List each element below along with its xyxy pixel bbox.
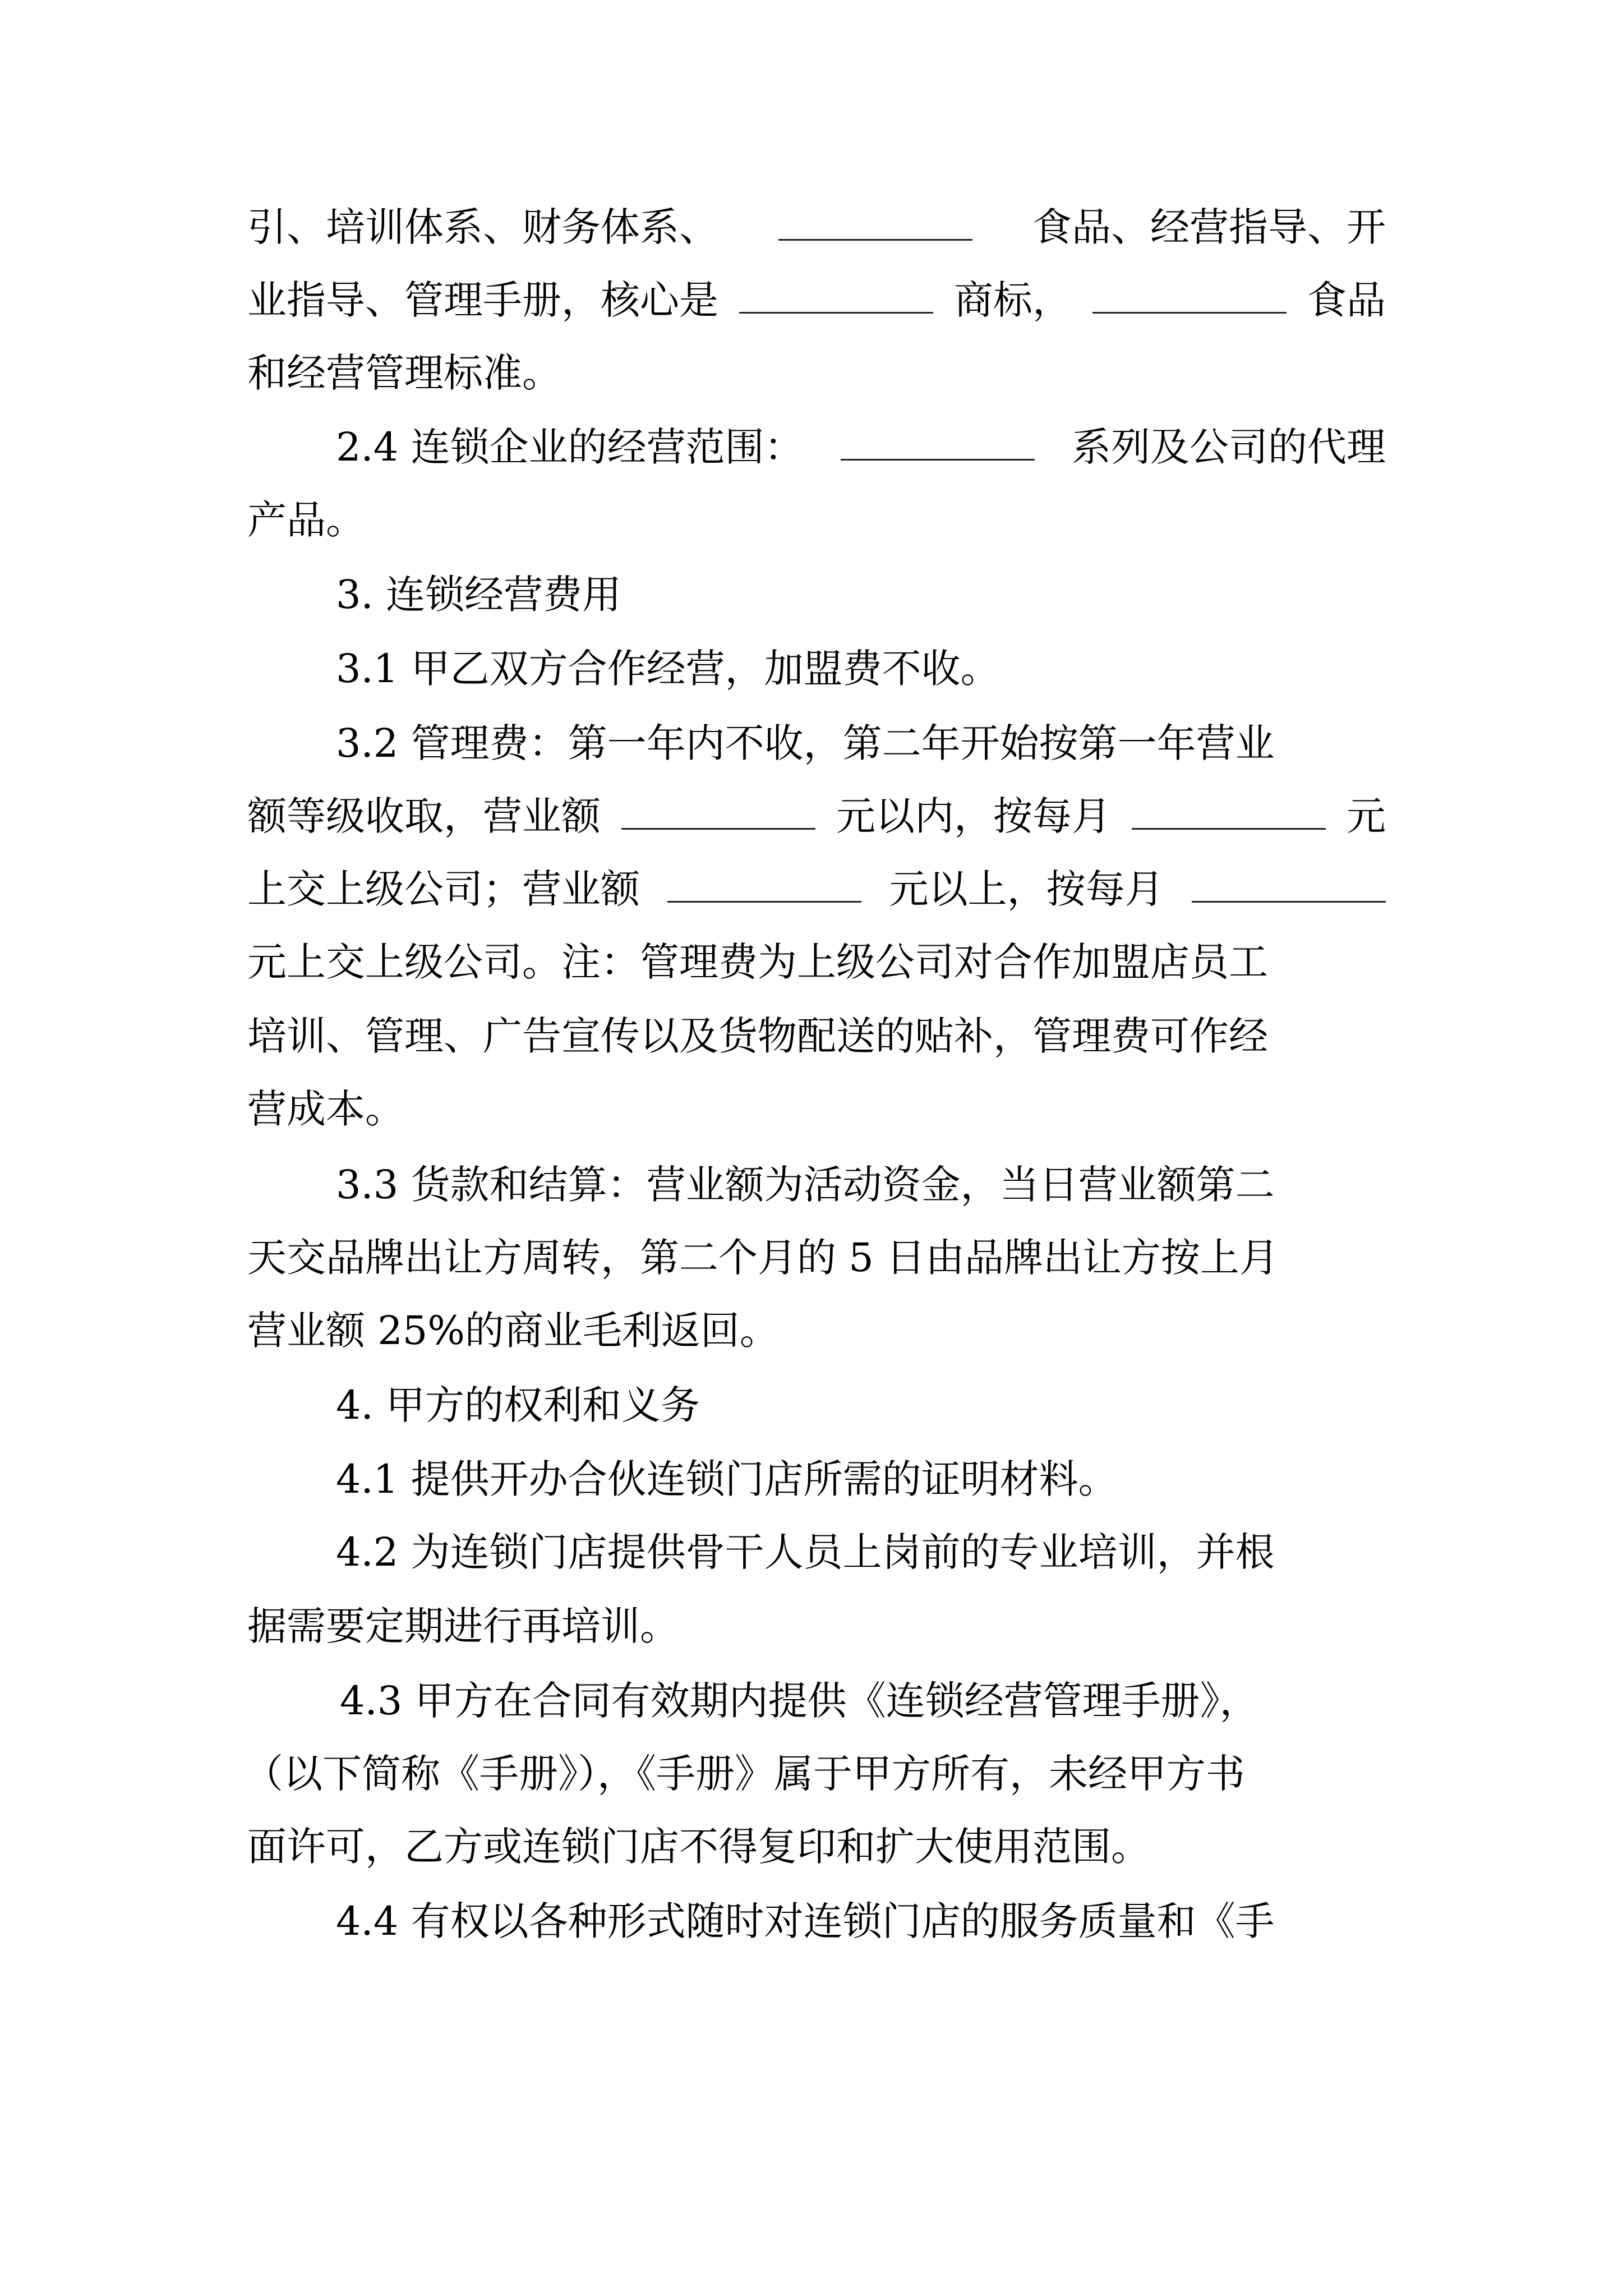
text-line bbox=[247, 928, 1386, 996]
text-line bbox=[336, 1519, 1386, 1586]
text-line bbox=[336, 635, 1386, 702]
text-line bbox=[244, 1740, 1386, 1807]
text-segment: 元以上，按每月 bbox=[889, 866, 1164, 912]
section-heading bbox=[336, 561, 1386, 628]
text-line bbox=[247, 1813, 1386, 1880]
text-segment: 元 bbox=[1347, 793, 1386, 839]
text-segment: 3.1 甲乙双方合作经营，加盟费不收。 bbox=[336, 646, 1000, 692]
text-segment: 4.2 为连锁门店提供骨干人员上岗前的专业培训，并根 bbox=[336, 1529, 1275, 1575]
text-line bbox=[247, 486, 1386, 554]
text-segment: 元上交上级公司。注：管理费为上级公司对合作加盟店员工 bbox=[247, 939, 1268, 985]
text-segment: 系列及公司的代理 bbox=[1071, 424, 1386, 470]
text-segment: 食品 bbox=[1307, 277, 1386, 323]
text-line bbox=[247, 1297, 1386, 1364]
text-segment: 据需要定期进行再培训。 bbox=[247, 1603, 679, 1649]
text-segment: 和经营管理标准。 bbox=[247, 350, 561, 396]
text-segment: 4.1 提供开办合伙连锁门店所需的证明材料。 bbox=[336, 1456, 1118, 1502]
heading-text: 3. 连锁经营费用 bbox=[336, 572, 622, 618]
text-segment: 面许可，乙方或连锁门店不得复印和扩大使用范围。 bbox=[247, 1824, 1150, 1870]
text-line bbox=[336, 1446, 1386, 1513]
text-segment: 食品、经营指导、开 bbox=[1032, 204, 1386, 250]
fill-in-blank bbox=[841, 420, 1035, 461]
document-page bbox=[244, 194, 1386, 2101]
text-segment: 商标， bbox=[954, 277, 1072, 323]
text-segment: 4.3 甲方在合同有效期内提供《连锁经营管理手册》， bbox=[340, 1678, 1259, 1724]
text-segment: 培训、管理、广告宣传以及货物配送的贴补，管理费可作经 bbox=[247, 1013, 1268, 1059]
text-segment: 营业额 25%的商业毛利返回。 bbox=[247, 1308, 779, 1354]
fill-in-blank bbox=[621, 789, 815, 830]
text-line bbox=[247, 783, 1386, 850]
text-segment: 业指导、管理手册，核心是 bbox=[247, 277, 718, 323]
text-line bbox=[336, 413, 1386, 481]
fill-in-blank bbox=[1192, 862, 1386, 903]
text-line bbox=[247, 194, 1386, 261]
heading-text: 4. 甲方的权利和义务 bbox=[336, 1382, 700, 1428]
text-segment: 产品。 bbox=[247, 497, 365, 543]
text-segment: 额等级收取，营业额 bbox=[247, 793, 601, 839]
text-line bbox=[247, 1224, 1386, 1291]
text-segment: 2.4 连锁企业的经营范围： bbox=[336, 424, 804, 470]
fill-in-blank bbox=[778, 200, 972, 241]
text-line bbox=[247, 266, 1386, 334]
text-line bbox=[247, 1593, 1386, 1660]
text-segment: 上交上级公司；营业额 bbox=[247, 866, 640, 912]
text-segment: 3.3 货款和结算：营业额为活动资金，当日营业额第二 bbox=[336, 1162, 1275, 1208]
text-segment: 元以内，按每月 bbox=[836, 793, 1111, 839]
fill-in-blank bbox=[667, 862, 861, 903]
text-line bbox=[336, 1888, 1386, 1955]
text-line bbox=[247, 339, 1386, 407]
text-segment: 3.2 管理费：第一年内不收，第二年开始按第一年营业 bbox=[336, 720, 1275, 766]
text-line bbox=[247, 1075, 1386, 1143]
text-segment: 引、培训体系、财务体系、 bbox=[247, 204, 718, 250]
text-segment: 营成本。 bbox=[247, 1086, 404, 1132]
text-line bbox=[336, 710, 1386, 777]
fill-in-blank bbox=[1132, 789, 1326, 830]
text-line bbox=[336, 1151, 1386, 1218]
text-segment: （以下简称《手册》），《手册》属于甲方所有，未经甲方书 bbox=[244, 1751, 1245, 1797]
text-segment: 4.4 有权以各种形式随时对连锁门店的服务质量和《手 bbox=[336, 1898, 1275, 1944]
text-line bbox=[247, 855, 1386, 923]
text-line bbox=[340, 1667, 1386, 1734]
fill-in-blank bbox=[1092, 273, 1287, 314]
section-heading bbox=[336, 1372, 1386, 1439]
fill-in-blank bbox=[739, 273, 933, 314]
text-segment: 天交品牌出让方周转，第二个月的 5 日由品牌出让方按上月 bbox=[247, 1235, 1279, 1281]
text-line bbox=[247, 1002, 1386, 1070]
